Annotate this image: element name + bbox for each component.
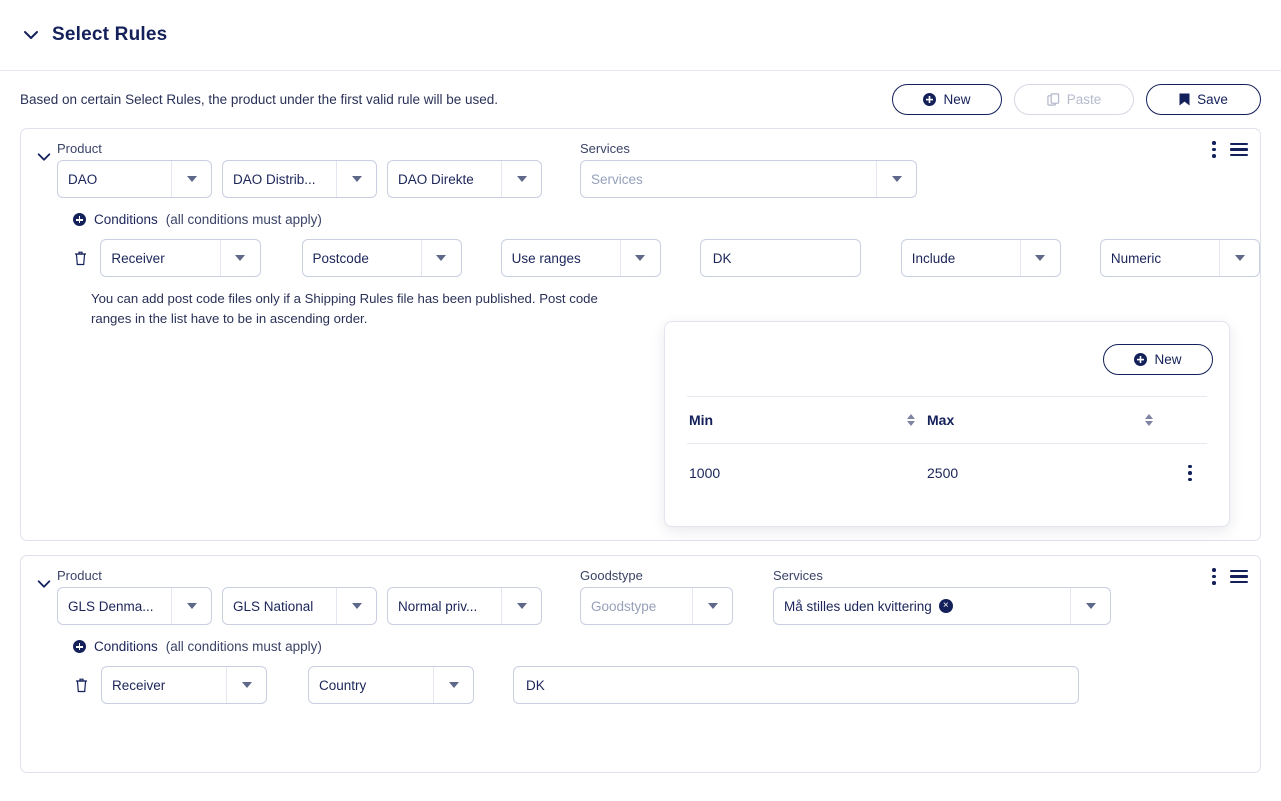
rule-2-conditions-header [21,625,1260,654]
chevron-down-icon[interactable] [876,161,916,197]
sort-icon[interactable] [907,414,915,426]
rule-1-product-label: Product [57,141,102,156]
chevron-down-icon[interactable] [620,240,660,276]
rule-2-conditions-note: (all conditions must apply) [165,639,322,654]
rule-2-condition-value-input[interactable]: DK [513,666,1079,704]
rule-1-services-label: Services [580,141,630,156]
plus-circle-icon [923,93,936,106]
paste-icon [1047,93,1060,106]
postcode-ranges-panel [664,321,1230,527]
rule-1-condition-format-select[interactable] [1100,239,1260,277]
toolbar [0,71,1281,128]
rule-2-product-field-3 [387,587,542,625]
rule-1-product-field-3 [387,160,542,198]
chevron-down-icon[interactable] [20,24,42,46]
rule-2-condition-row [21,654,1260,704]
delete-condition-icon[interactable] [73,251,88,266]
remove-chip-icon[interactable]: × [939,599,953,613]
rule-1-condition-value-input[interactable]: DK [700,239,861,277]
rule-2-product-field-2 [222,587,377,625]
chevron-down-icon[interactable] [1070,588,1110,624]
save-button[interactable] [1146,84,1261,115]
rule-1-conditions-header [21,198,1260,227]
add-condition-icon[interactable] [73,213,86,226]
rule-2-condition-type-select[interactable] [308,666,474,704]
rule-1-condition-target-select[interactable] [100,239,260,277]
rule-2-services-select[interactable] [773,587,1111,625]
new-button-label: New [943,92,971,107]
rule-1-product-field [57,141,212,198]
delete-condition-icon[interactable] [73,678,89,693]
rule-1-product-select-1[interactable] [57,160,212,198]
page-title: Select Rules [52,24,168,45]
table-row[interactable] [687,444,1207,502]
chevron-down-icon[interactable] [501,161,541,197]
rule-1-conditions-label: Conditions [94,212,158,227]
chevron-down-icon[interactable] [1020,240,1060,276]
rule-card-2-actions [1212,568,1248,585]
rule-1-condition-row [21,227,1260,277]
column-header-max-label: Max [927,412,955,428]
ranges-new-button[interactable] [1103,344,1213,375]
rule-2-service-chip [774,599,1070,614]
paste-button-label: Paste [1066,92,1102,107]
ranges-table-header [687,396,1207,444]
paste-button[interactable] [1014,84,1134,115]
row-actions[interactable] [1175,465,1205,482]
rule-1-services-select[interactable] [580,160,917,198]
rule-1-condition-type-value: Postcode [312,250,369,266]
rule-1-product-select-2-value: DAO Distrib... [233,171,316,187]
sort-icon[interactable] [1145,414,1153,426]
rule-1-condition-format-value: Numeric [1110,250,1162,266]
rule-2-condition-target-value: Receiver [112,677,166,693]
chevron-down-icon[interactable] [171,588,211,624]
rule-2-goodstype-placeholder: Goodstype [591,598,657,614]
chevron-down-icon[interactable] [433,667,473,703]
column-header-min[interactable] [689,412,927,428]
rule-2-goodstype-select[interactable] [580,587,733,625]
more-options-icon[interactable] [1212,141,1216,158]
menu-icon[interactable] [1230,570,1248,584]
rule-2-product-select-2-value: GLS National [233,598,314,614]
rule-2-goodstype-field [580,568,733,625]
rule-2-condition-target-select[interactable] [101,666,267,704]
rule-1-condition-type-select[interactable] [302,239,462,277]
rule-2-conditions-label: Conditions [94,639,158,654]
chevron-down-icon[interactable] [692,588,732,624]
chevron-down-icon[interactable] [336,588,376,624]
rule-card-1-collapse-icon[interactable] [31,144,57,170]
add-condition-icon[interactable] [73,640,86,653]
save-bookmark-icon [1179,93,1190,106]
chevron-down-icon[interactable] [226,667,266,703]
ranges-table [665,396,1229,502]
rule-1-condition-inclusion-select[interactable] [901,239,1061,277]
rule-2-product-select-3[interactable] [387,587,542,625]
column-header-min-label: Min [689,412,714,428]
rule-1-product-select-3[interactable] [387,160,542,198]
rule-card-2 [20,555,1261,773]
rule-1-condition-inclusion-value: Include [911,250,956,266]
rule-1-condition-target-value: Receiver [111,250,165,266]
rule-2-product-select-3-value: Normal priv... [398,598,478,614]
rule-2-services-label: Services [773,568,823,583]
rule-1-condition-mode-select[interactable] [501,239,661,277]
more-options-icon[interactable] [1188,465,1192,482]
column-header-max[interactable] [927,412,1165,428]
cell-max: 2500 [927,465,959,481]
rule-2-goodstype-label: Goodstype [580,568,643,583]
rule-1-helper-text: You can add post code files only if a Shipping Rules file has been published. Post code ranges in the list have to be in ascending order. [91,291,598,326]
rule-2-services-field [773,568,1111,625]
rule-1-product-select-2[interactable] [222,160,377,198]
rule-1-product-select-3-value: DAO Direkte [398,171,474,187]
more-options-icon[interactable] [1212,568,1216,585]
rule-2-product-label: Product [57,568,102,583]
rule-2-product-select-1[interactable] [57,587,212,625]
rule-2-product-field [57,568,212,625]
ranges-toolbar [665,322,1229,396]
rule-1-services-field [580,141,917,198]
cell-min: 1000 [689,465,721,481]
rule-2-product-select-2[interactable] [222,587,377,625]
rule-card-2-collapse-icon[interactable] [31,571,57,597]
chevron-down-icon[interactable] [421,240,461,276]
chevron-down-icon[interactable] [171,161,211,197]
chevron-down-icon[interactable] [1219,240,1259,276]
menu-icon[interactable] [1230,143,1248,157]
rule-2-condition-type-value: Country [319,677,367,693]
rule-1-product-field-2 [222,160,377,198]
rule-2-product-select-1-value: GLS Denma... [68,598,154,614]
ranges-new-button-label: New [1154,351,1182,367]
rule-1-condition-mode-value: Use ranges [511,250,581,266]
toolbar-description: Based on certain Select Rules, the product under the first valid rule will be used. [20,92,499,107]
chevron-down-icon[interactable] [336,161,376,197]
rule-1-product-select-1-value: DAO [68,171,98,187]
rule-card-1-actions [1212,141,1248,158]
rule-1-conditions-note: (all conditions must apply) [165,212,322,227]
panel-header [0,0,1281,71]
save-button-label: Save [1197,92,1228,107]
chevron-down-icon[interactable] [220,240,260,276]
rule-1-services-placeholder: Services [591,171,643,187]
chevron-down-icon[interactable] [501,588,541,624]
new-button[interactable] [892,84,1002,115]
plus-circle-icon [1134,353,1147,366]
rule-2-service-chip-label: Må stilles uden kvittering [784,598,932,614]
